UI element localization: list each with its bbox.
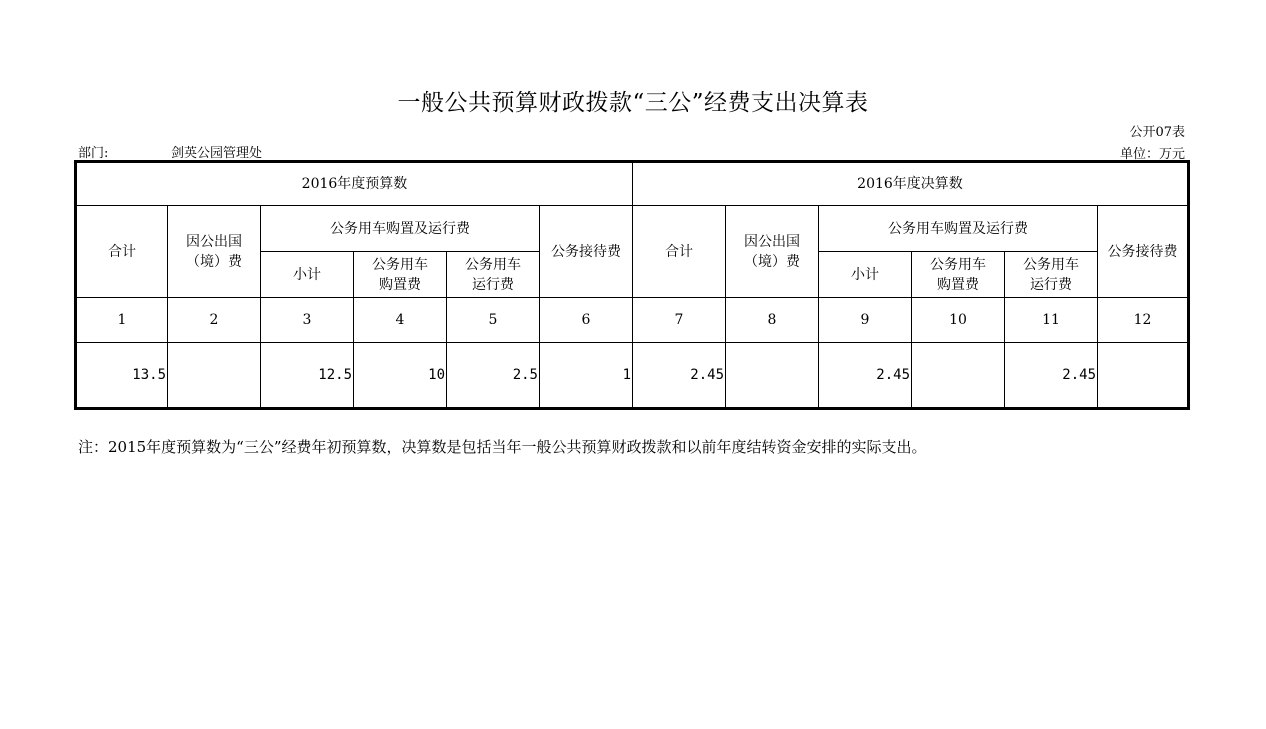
department-value: 剑英公园管理处	[171, 146, 263, 161]
final-total-header: 合计	[633, 206, 726, 298]
header-line: 公务用车	[372, 256, 428, 273]
budget-reception-header: 公务接待费	[540, 206, 633, 298]
column-number: 8	[726, 298, 819, 343]
header-line: 购置费	[379, 276, 421, 293]
column-number: 6	[540, 298, 633, 343]
header-line: 公务用车	[1023, 256, 1079, 273]
footnote: 注：2015年度预算数为“三公”经费年初预算数，决算数是包括当年一般公共预算财政拨款和以前年度结转资金安排的实际支出。	[78, 438, 927, 456]
header-line: 运行费	[1030, 276, 1072, 293]
budget-travel-header	[168, 206, 261, 298]
value-cell	[726, 343, 819, 409]
value-cell: 1	[540, 343, 633, 409]
header-line: 公务用车	[465, 256, 521, 273]
value-cell	[1098, 343, 1189, 409]
final-car-group-header: 公务用车购置及运行费	[819, 206, 1098, 252]
column-number: 2	[168, 298, 261, 343]
final-header: 2016年度决算数	[633, 162, 1189, 206]
value-cell: 13.5	[76, 343, 168, 409]
column-number: 12	[1098, 298, 1189, 343]
header-line: （境）费	[186, 253, 242, 270]
unit-label: 单位：万元	[1119, 147, 1185, 162]
value-cell	[912, 343, 1005, 409]
final-travel-header	[726, 206, 819, 298]
column-number: 1	[76, 298, 168, 343]
final-car-buy-header	[912, 252, 1005, 298]
form-number: 公开07表	[1129, 125, 1185, 140]
value-cell: 12.5	[261, 343, 354, 409]
value-cell: 2.5	[447, 343, 540, 409]
final-reception-header: 公务接待费	[1098, 206, 1189, 298]
budget-header: 2016年度预算数	[76, 162, 633, 206]
budget-subtotal-header: 小计	[261, 252, 354, 298]
value-cell: 10	[354, 343, 447, 409]
value-cell: 2.45	[1005, 343, 1098, 409]
header-row-1	[76, 162, 1189, 206]
header-line: 购置费	[937, 276, 979, 293]
column-number: 4	[354, 298, 447, 343]
budget-car-buy-header	[354, 252, 447, 298]
final-subtotal-header: 小计	[819, 252, 912, 298]
expenditure-table	[74, 160, 1190, 410]
value-cell: 2.45	[633, 343, 726, 409]
final-car-run-header	[1005, 252, 1098, 298]
header-line: （境）费	[744, 253, 800, 270]
column-number: 10	[912, 298, 1005, 343]
value-row	[76, 343, 1189, 409]
header-line: 因公出国	[744, 233, 800, 250]
column-number: 11	[1005, 298, 1098, 343]
header-line: 因公出国	[186, 233, 242, 250]
header-line: 运行费	[472, 276, 514, 293]
column-number-row	[76, 298, 1189, 343]
column-number: 9	[819, 298, 912, 343]
budget-car-group-header: 公务用车购置及运行费	[261, 206, 540, 252]
column-number: 7	[633, 298, 726, 343]
budget-car-run-header	[447, 252, 540, 298]
header-line: 公务用车	[930, 256, 986, 273]
header-row-2	[76, 206, 1189, 252]
column-number: 3	[261, 298, 354, 343]
column-number: 5	[447, 298, 540, 343]
page-title: 一般公共预算财政拨款“三公”经费支出决算表	[397, 90, 869, 116]
value-cell: 2.45	[819, 343, 912, 409]
budget-total-header: 合计	[76, 206, 168, 298]
value-cell	[168, 343, 261, 409]
department-label: 部门:	[78, 146, 109, 161]
